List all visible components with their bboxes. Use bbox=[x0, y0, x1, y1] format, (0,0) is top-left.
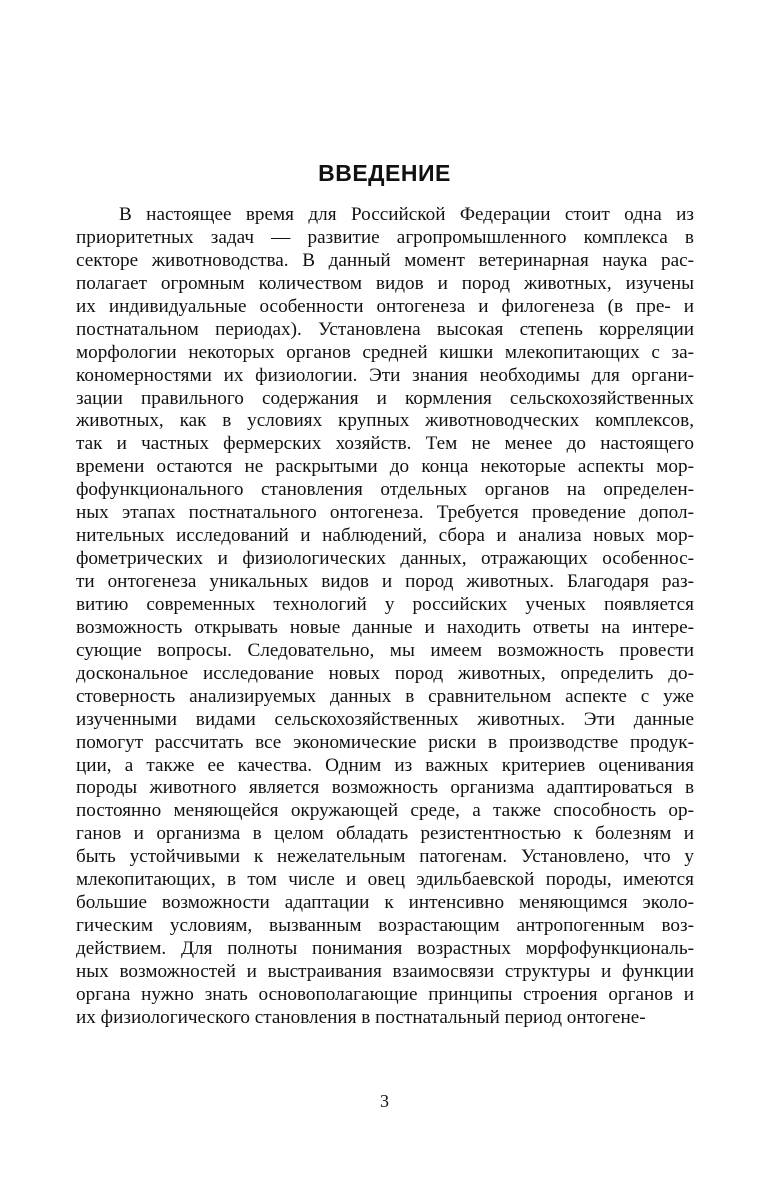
paragraph-line: зации правильного содержания и кормления сельскохозяйственных bbox=[76, 387, 694, 409]
paragraph-line: В настоящее время для Российской Федерации стоит одна из bbox=[119, 204, 694, 225]
paragraph-line: органа нужно знать основополагающие принципы строения органов и bbox=[76, 983, 694, 1005]
paragraph-line: постнатальном периодах). Установлена высокая степень корреляции bbox=[76, 318, 694, 340]
page-title: ВВЕДЕНИЕ bbox=[318, 160, 451, 186]
paragraph-line: ных этапах постнатального онтогенеза. Требуется проведение допол- bbox=[76, 502, 694, 524]
paragraph-line: фометрических и физиологических данных, отражающих особеннос- bbox=[76, 548, 694, 570]
paragraph-line: времени остаются не раскрытыми до конца некоторые аспекты мор- bbox=[76, 456, 694, 478]
paragraph-line: помогут рассчитать все экономические риски в производстве продук- bbox=[76, 731, 694, 753]
paragraph-line: так и частных фермерских хозяйств. Тем не менее до настоящего bbox=[76, 433, 694, 455]
paragraph-line: породы животного является возможность организма адаптироваться в bbox=[76, 777, 694, 799]
body-paragraph bbox=[76, 204, 694, 1030]
paragraph-line: кономерностями их физиологии. Эти знания необходимы для органи- bbox=[76, 364, 694, 386]
paragraph-line: возможность открывать новые данные и находить ответы на интере- bbox=[76, 616, 694, 638]
paragraph-line: изученными видами сельскохозяйственных животных. Эти данные bbox=[76, 708, 694, 730]
paragraph-line: полагает огромным количеством видов и пород животных, изучены bbox=[76, 272, 694, 294]
paragraph-line: постоянно меняющейся окружающей среде, а также способность ор- bbox=[76, 800, 694, 822]
paragraph-line: нительных исследований и наблюдений, сбора и анализа новых мор- bbox=[76, 525, 694, 547]
paragraph-line: доскональное исследование новых пород животных, определить до- bbox=[76, 662, 694, 684]
paragraph-line: быть устойчивыми к нежелательным патогенам. Установлено, что у bbox=[76, 846, 694, 868]
paragraph-line: ных возможностей и выстраивания взаимосвязи структуры и функции bbox=[76, 960, 694, 982]
paragraph-line: млекопитающих, в том числе и овец эдильбаевской породы, имеются bbox=[76, 869, 694, 891]
paragraph-line: морфологии некоторых органов средней кишки млекопитающих с за- bbox=[76, 341, 694, 363]
paragraph-line: сующие вопросы. Следовательно, мы имеем возможность провести bbox=[76, 639, 694, 661]
paragraph-line: фофункционального становления отдельных органов на определен- bbox=[76, 479, 694, 501]
paragraph-line: их индивидуальные особенности онтогенеза и филогенеза (в пре- и bbox=[76, 295, 694, 317]
paragraph-line: витию современных технологий у российских ученых появляется bbox=[76, 593, 694, 615]
paragraph-line: гическим условиям, вызванным возрастающим антропогенным воз- bbox=[76, 915, 694, 937]
paragraph-line: приоритетных задач — развитие агропромышленного комплекса в bbox=[76, 226, 694, 248]
paragraph-line: секторе животноводства. В данный момент ветеринарная наука рас- bbox=[76, 249, 694, 271]
paragraph-line: их физиологического становления в постнатальный период онтогене- bbox=[76, 1006, 646, 1028]
paragraph-line: ти онтогенеза уникальных видов и пород животных. Благодаря раз- bbox=[76, 571, 694, 592]
paragraph-line: большие возможности адаптации к интенсивно меняющимся эколо- bbox=[76, 892, 694, 914]
paragraph-line: действием. Для полноты понимания возрастных морфофункциональ- bbox=[76, 938, 694, 959]
page-number: 3 bbox=[380, 1091, 389, 1111]
paragraph-line: ции, а также ее качества. Одним из важных критериев оценивания bbox=[76, 754, 694, 776]
paragraph-line: ганов и организма в целом обладать резистентностью к болезням и bbox=[76, 823, 694, 845]
paragraph-line: стоверность анализируемых данных в сравнительном аспекте с уже bbox=[76, 685, 694, 707]
paragraph-line: животных, как в условиях крупных животноводческих комплексов, bbox=[76, 410, 694, 432]
